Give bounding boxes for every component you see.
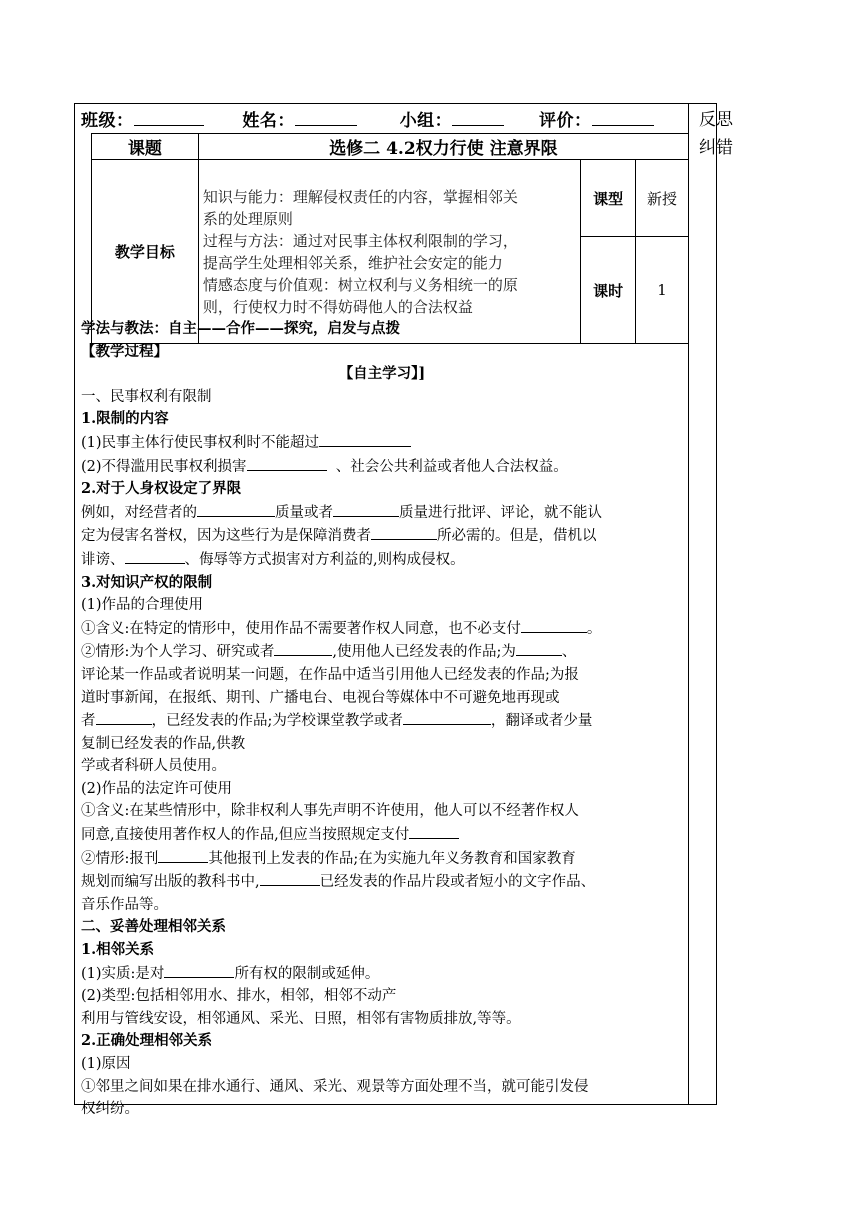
answer-blank[interactable] <box>260 870 320 886</box>
subsection-heading: 3.对知识产权的限制 <box>81 573 213 591</box>
lesson-content <box>81 318 683 1121</box>
text-line: 学或者科研人员使用。 <box>81 758 226 775</box>
hours-label: 课时 <box>581 237 636 344</box>
topic-label: 课题 <box>92 134 199 160</box>
goal-line: 提高学生处理相邻关系，维护社会安定的能力 <box>202 253 503 272</box>
reflection-column <box>689 104 733 1104</box>
type-label: 课型 <box>581 160 636 237</box>
eval-blank[interactable] <box>592 109 654 126</box>
answer-blank[interactable] <box>158 847 208 863</box>
group-label: 小组： <box>399 111 453 131</box>
answer-blank[interactable] <box>521 617 587 633</box>
answer-blank[interactable] <box>333 501 399 517</box>
text-line: ①邻里之间如果在排水通行、通风、采光、观景等方面处理不当，就可能引发侵 <box>81 1078 589 1095</box>
text-line: 者 ，已经发表的作品;为学校课堂教学或者 ，翻译或者少量 <box>81 709 683 733</box>
name-blank[interactable] <box>295 109 357 126</box>
answer-blank[interactable] <box>409 823 459 839</box>
text-line: ②情形:报刊 其他报刊上发表的作品;在为实施九年义务教育和国家教育 <box>81 847 683 871</box>
goals-label: 教学目标 <box>92 160 199 344</box>
answer-blank[interactable] <box>164 962 234 978</box>
subsection-heading: 1.相邻关系 <box>81 941 155 959</box>
text-line: ①含义:在某些情形中，除非权利人事先声明不许使用，他人可以不经著作权人 <box>81 803 579 820</box>
text-line: 规划而编写出版的教科书中, 已经发表的作品片段或者短小的文字作品、 <box>81 870 683 894</box>
answer-blank[interactable] <box>516 640 562 656</box>
methods-line: 学法与教法：自主——合作——探究，启发与点拨 <box>81 320 400 337</box>
text-line: 同意,直接使用著作权人的作品,但应当按照规定支付 <box>81 823 683 847</box>
subsection-heading: 1.限制的内容 <box>81 410 169 428</box>
reflection-label: 反思 纠错 <box>699 110 733 158</box>
process-heading: 【教学过程】 <box>81 342 168 360</box>
text-line: 复制已经发表的作品,供教 <box>81 735 246 752</box>
goals-text <box>198 160 580 344</box>
text-line: (2)类型:包括相邻用水、排水，相邻，相邻不动产 <box>81 988 397 1005</box>
goal-line: 系的处理原则 <box>202 209 293 228</box>
answer-blank[interactable] <box>247 455 327 471</box>
type-value: 新授 <box>636 160 689 237</box>
text-line: (1)原因 <box>81 1056 131 1072</box>
text-line: 道时事新闻，在报纸、期刊、广播电台、电视台等媒体中不可避免地再现或 <box>81 689 560 706</box>
answer-blank[interactable] <box>274 640 332 656</box>
hours-value: 1 <box>636 237 689 344</box>
answer-blank[interactable] <box>371 524 437 540</box>
text-line: ①含义:在特定的情形中，使用作品不需要著作权人同意，也不必支付 。 <box>81 617 683 641</box>
text-line: ②情形:为个人学习、研究或者 ,使用他人已经发表的作品;为 、 <box>81 640 683 664</box>
text-line: 评论某一作品或者说明某一问题，在作品中适当引用他人已经发表的作品;为报 <box>81 666 579 683</box>
section-1-heading: 一、民事权利有限制 <box>81 388 212 405</box>
header-row <box>81 106 654 131</box>
goal-line: 情感态度与价值观：树立权利与义务相统一的原 <box>202 275 518 294</box>
subsection-heading: 2.对于人身权设定了界限 <box>81 480 242 498</box>
text-line: 音乐作品等。 <box>81 896 168 913</box>
group-blank[interactable] <box>452 109 504 126</box>
text-line: 定为侵害名誉权，因为这些行为是保障消费者 所必需的。但是，借机以 <box>81 524 683 548</box>
goal-line: 过程与方法：通过对民事主体权利限制的学习， <box>202 231 518 250</box>
answer-blank[interactable] <box>125 548 185 564</box>
eval-label: 评价： <box>539 111 592 131</box>
text-line: 利用与管线安设，相邻通风、采光、日照，相邻有害物质排放,等等。 <box>81 1010 521 1027</box>
answer-blank[interactable] <box>197 501 275 517</box>
topic-value: 选修二 4.2权力行使 注意界限 <box>198 134 688 160</box>
answer-blank[interactable] <box>319 431 411 447</box>
name-label: 姓名： <box>242 111 295 131</box>
lesson-info-table <box>91 133 689 344</box>
self-study-heading: 【自主学习】] <box>338 365 426 383</box>
text-line: (1)作品的合理使用 <box>81 597 204 614</box>
text-line: 例如，对经营者的 质量或者 质量进行批评、评论，就不能认 <box>81 501 683 525</box>
text-line: (2)不得滥用民事权利损害 、社会公共利益或者他人合法权益。 <box>81 455 683 479</box>
section-2-heading: 二、妥善处理相邻关系 <box>81 918 226 936</box>
text-line: (2)作品的法定许可使用 <box>81 780 233 797</box>
text-line: 诽谤、 、侮辱等方式损害对方利益的,则构成侵权。 <box>81 548 683 572</box>
worksheet-frame <box>74 103 733 1118</box>
goal-line: 则，行使权力时不得妨碍他人的合法权益 <box>202 297 473 316</box>
text-line: 权纠纷。 <box>81 1101 139 1118</box>
text-line: (1)民事主体行使民事权利时不能超过 <box>81 431 683 455</box>
class-label: 班级： <box>81 111 134 131</box>
subsection-heading: 2.正确处理相邻关系 <box>81 1032 213 1050</box>
text-line: (1)实质:是对 所有权的限制或延伸。 <box>81 962 683 986</box>
answer-blank[interactable] <box>403 709 491 725</box>
goal-line: 知识与能力：理解侵权责任的内容，掌握相邻关 <box>202 187 518 206</box>
answer-blank[interactable] <box>96 709 152 725</box>
class-blank[interactable] <box>134 109 204 126</box>
main-column <box>75 104 689 1118</box>
